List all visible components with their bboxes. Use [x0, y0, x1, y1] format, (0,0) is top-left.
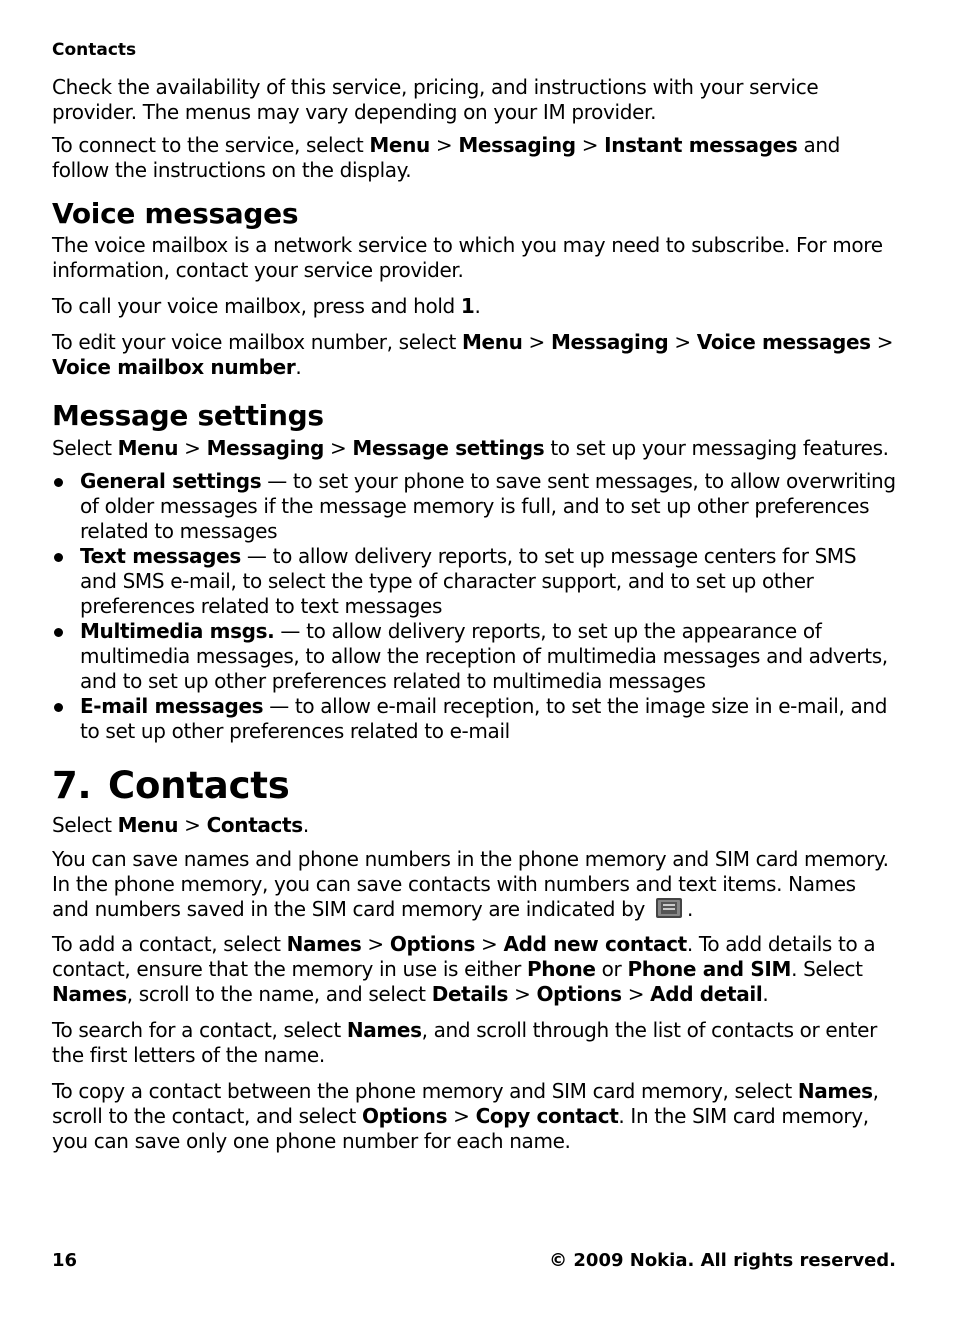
menu-path-instant-messages: Instant messages: [604, 133, 798, 157]
list-item: General settings — to set your phone to save sent messages, to allow overwriting of older messages if the message memory is full, and to set up other preferences related to messages: [52, 469, 897, 544]
voice-paragraph-1: The voice mailbox is a network service to which you may need to subscribe. For more information, contact your service provider.: [52, 233, 883, 282]
contacts-chapter-heading: [52, 764, 897, 807]
voice-messages-heading: Voice messages: [52, 197, 299, 230]
sim-contact-icon: [655, 897, 683, 919]
intro-section: [52, 75, 897, 183]
intro-paragraph-2: To connect to the service, select Menu > Messaging > Instant messages and follow the instructions on the display.: [52, 133, 841, 182]
message-settings-section: [52, 399, 897, 744]
menu-path-messaging: Messaging: [458, 133, 576, 157]
contacts-paragraph-3: To add a contact, select Names > Options > Add new contact. To add details to a contact, ensure that the memory in use is either Phone or Phone and SIM. Select Names, scroll to the name, and select Details > Options > Add detail.: [52, 932, 876, 1006]
intro-paragraph-1: Check the availability of this service, pricing, and instructions with your service provider. The menus may vary depending on your IM provider.: [52, 75, 819, 124]
contacts-paragraph-5: To copy a contact between the phone memory and SIM card memory, select Names, scroll to the contact, and select Options > Copy contact. In the SIM card memory, you can save only one phone number for each name.: [52, 1079, 879, 1153]
running-title: Contacts: [52, 40, 137, 60]
list-item: E-mail messages — to allow e-mail reception, to set the image size in e-mail, and to set up other preferences related to e-mail: [52, 694, 897, 744]
copyright-notice: © 2009 Nokia. All rights reserved.: [549, 1250, 896, 1271]
voice-paragraph-3: To edit your voice mailbox number, select Menu > Messaging > Voice messages > Voice mailbox number.: [52, 330, 894, 379]
chapter-number: 7.: [52, 764, 92, 807]
list-item: Text messages — to allow delivery reports, to set up message centers for SMS and SMS e-mail, to select the type of character support, and to set up other preferences related to text messages: [52, 544, 897, 619]
menu-path-menu: Menu: [369, 133, 430, 157]
page-number: 16: [52, 1250, 78, 1271]
voice-messages-section: [52, 197, 897, 380]
chapter-title: Contacts: [108, 764, 290, 807]
settings-list: [52, 469, 897, 744]
message-settings-heading: Message settings: [52, 399, 324, 432]
voice-paragraph-2: To call your voice mailbox, press and hold 1.: [52, 294, 481, 318]
contacts-paragraph-4: To search for a contact, select Names, and scroll through the list of contacts or enter the first letters of the name.: [52, 1018, 878, 1067]
settings-paragraph-1: Select Menu > Messaging > Message settings to set up your messaging features.: [52, 436, 889, 460]
contacts-paragraph-2: You can save names and phone numbers in the phone memory and SIM card memory. In the phone memory, you can save contacts with numbers and text items. Names and numbers saved in the SIM card memory are indicated by .: [52, 847, 889, 921]
contacts-section: [52, 764, 897, 1154]
list-item: Multimedia msgs. — to allow delivery reports, to set up the appearance of multimedia messages, to allow the reception of multimedia messages and adverts, and to set up other preferences related to multimedia messages: [52, 619, 897, 694]
contacts-paragraph-1: Select Menu > Contacts.: [52, 813, 309, 837]
